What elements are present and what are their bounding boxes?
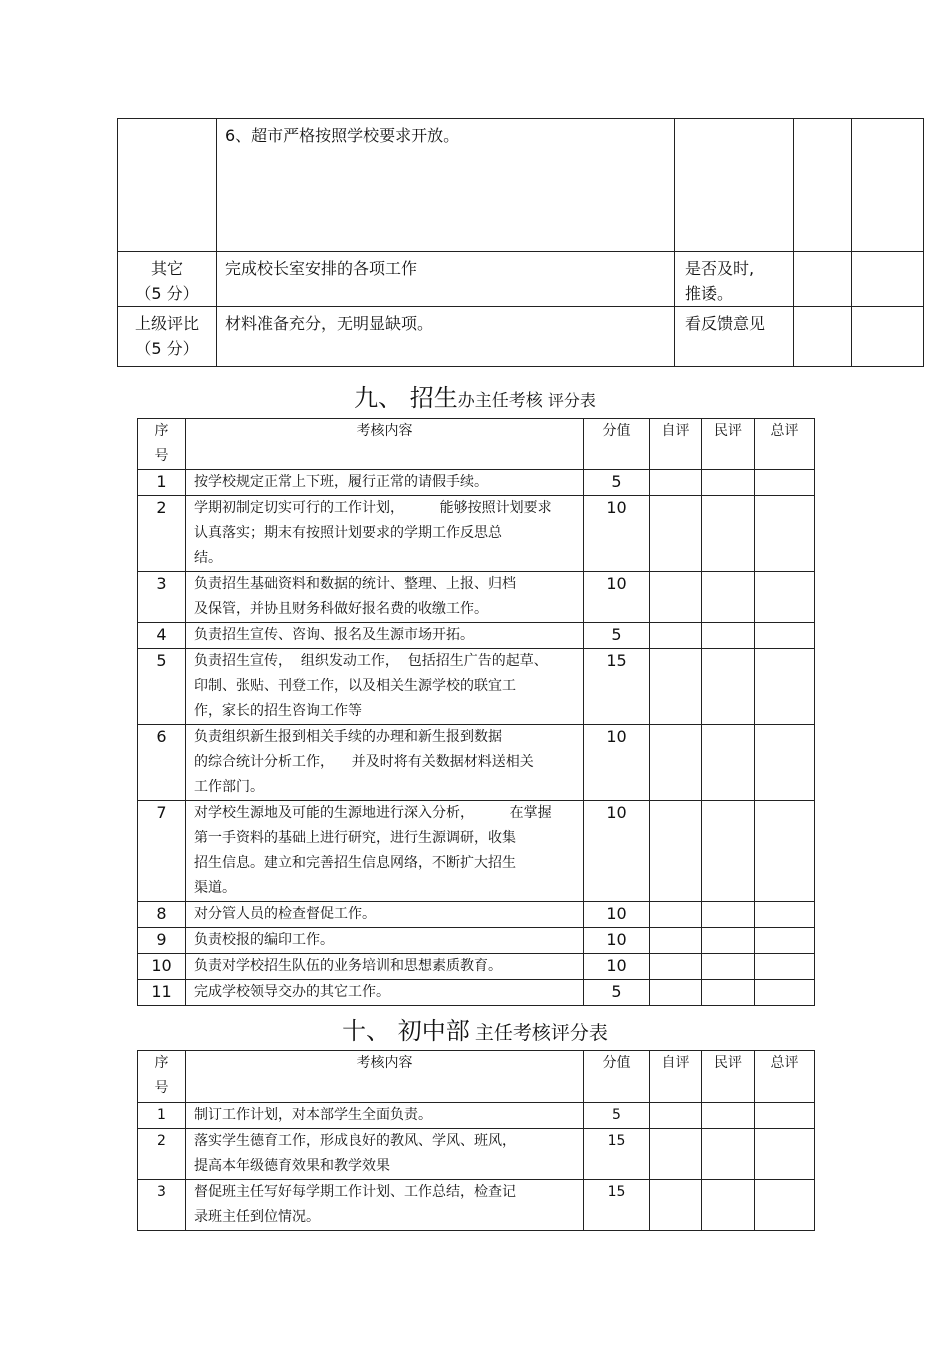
peer-cell <box>702 649 755 725</box>
row-content: 学期初制定切实可行的工作计划， 能够按照计划要求 认真落实；期末有按照计划要求的学期工作反思总 结。 <box>186 496 584 572</box>
section-title-main: 九、 招生 <box>354 384 458 412</box>
self-cell <box>650 1103 702 1129</box>
table-row <box>138 980 815 1006</box>
score-cell <box>794 252 852 307</box>
header-peer: 民评 <box>702 1051 755 1103</box>
score-cell <box>852 252 924 307</box>
row-score: 15 <box>584 1129 650 1180</box>
peer-cell <box>702 496 755 572</box>
table-row <box>138 928 815 954</box>
row-content: 落实学生德育工作，形成良好的教风、学风、班风， 提高本年级德育效果和教学效果 <box>186 1129 584 1180</box>
row-content: 按学校规定正常上下班，履行正常的请假手续。 <box>186 470 584 496</box>
peer-cell <box>702 928 755 954</box>
section-title <box>0 378 950 413</box>
total-cell <box>755 902 815 928</box>
header-self: 自评 <box>650 1051 702 1103</box>
row-seq: 9 <box>138 928 186 954</box>
row-seq: 10 <box>138 954 186 980</box>
row-content: 负责招生基础资料和数据的统计、整理、上报、归档 及保管，并协且财务科做好报名费的收缴工作。 <box>186 572 584 623</box>
row-seq: 6 <box>138 725 186 801</box>
total-cell <box>755 1180 815 1231</box>
total-cell <box>755 801 815 902</box>
self-cell <box>650 496 702 572</box>
table-row <box>138 902 815 928</box>
peer-cell <box>702 470 755 496</box>
table-row <box>138 649 815 725</box>
category-cell: 其它 （5 分） <box>118 252 217 307</box>
header-content: 考核内容 <box>186 419 584 470</box>
content-cell: 6、超市严格按照学校要求开放。 <box>217 119 675 252</box>
total-cell <box>755 1103 815 1129</box>
total-cell <box>755 572 815 623</box>
self-cell <box>650 902 702 928</box>
row-score: 10 <box>584 496 650 572</box>
peer-cell <box>702 954 755 980</box>
total-cell <box>755 496 815 572</box>
row-seq: 1 <box>138 470 186 496</box>
score-cell <box>852 119 924 252</box>
table-row <box>138 1180 815 1231</box>
row-score: 10 <box>584 572 650 623</box>
peer-cell <box>702 1180 755 1231</box>
row-seq: 1 <box>138 1103 186 1129</box>
table-header-row <box>138 1051 815 1103</box>
row-score: 15 <box>584 1180 650 1231</box>
total-cell <box>755 649 815 725</box>
row-seq: 7 <box>138 801 186 902</box>
self-cell <box>650 928 702 954</box>
score-cell <box>794 119 852 252</box>
self-cell <box>650 572 702 623</box>
total-cell <box>755 725 815 801</box>
table-row <box>138 572 815 623</box>
peer-cell <box>702 902 755 928</box>
row-score: 10 <box>584 902 650 928</box>
row-score: 10 <box>584 725 650 801</box>
row-content: 对学校生源地及可能的生源地进行深入分析， 在掌握 第一手资料的基础上进行研究，进行生源调研，收集 招生信息。建立和完善招生信息网络，不断扩大招生 渠道。 <box>186 801 584 902</box>
row-score: 10 <box>584 928 650 954</box>
peer-cell <box>702 572 755 623</box>
total-cell <box>755 980 815 1006</box>
header-self: 自评 <box>650 419 702 470</box>
standard-cell: 看反馈意见 <box>675 307 794 367</box>
table-header-row <box>138 419 815 470</box>
table-row <box>138 623 815 649</box>
self-cell <box>650 1180 702 1231</box>
header-seq: 序 号 <box>138 419 186 470</box>
content-cell: 材料准备充分，无明显缺项。 <box>217 307 675 367</box>
peer-cell <box>702 1103 755 1129</box>
peer-cell <box>702 1129 755 1180</box>
self-cell <box>650 623 702 649</box>
row-seq: 3 <box>138 572 186 623</box>
peer-cell <box>702 801 755 902</box>
row-content: 完成学校领导交办的其它工作。 <box>186 980 584 1006</box>
section-title <box>0 1011 950 1046</box>
self-cell <box>650 725 702 801</box>
table-row <box>138 725 815 801</box>
row-content: 负责组织新生报到相关手续的办理和新生报到数据 的综合统计分析工作， 并及时将有关数据材料送相关 工作部门。 <box>186 725 584 801</box>
header-total: 总评 <box>755 1051 815 1103</box>
table-row <box>118 307 924 367</box>
table-row <box>138 1129 815 1180</box>
row-content: 负责招生宣传、咨询、报名及生源市场开拓。 <box>186 623 584 649</box>
score-cell <box>794 307 852 367</box>
row-seq: 3 <box>138 1180 186 1231</box>
admissions-score-table <box>137 418 815 1006</box>
row-seq: 2 <box>138 496 186 572</box>
self-cell <box>650 1129 702 1180</box>
row-score: 15 <box>584 649 650 725</box>
row-score: 5 <box>584 470 650 496</box>
header-peer: 民评 <box>702 419 755 470</box>
row-content: 制订工作计划，对本部学生全面负责。 <box>186 1103 584 1129</box>
total-cell <box>755 623 815 649</box>
table-row <box>138 801 815 902</box>
row-score: 5 <box>584 623 650 649</box>
row-seq: 5 <box>138 649 186 725</box>
row-seq: 2 <box>138 1129 186 1180</box>
row-seq: 11 <box>138 980 186 1006</box>
self-cell <box>650 649 702 725</box>
row-content: 负责校报的编印工作。 <box>186 928 584 954</box>
section-title-tail: 主任考核评分表 <box>474 1022 608 1044</box>
row-seq: 4 <box>138 623 186 649</box>
header-score: 分值 <box>584 419 650 470</box>
self-cell <box>650 470 702 496</box>
self-cell <box>650 954 702 980</box>
row-score: 10 <box>584 801 650 902</box>
content-cell: 完成校长室安排的各项工作 <box>217 252 675 307</box>
table-row <box>138 470 815 496</box>
total-cell <box>755 1129 815 1180</box>
total-cell <box>755 928 815 954</box>
row-content: 负责招生宣传， 组织发动工作， 包括招生广告的起草、 印制、张贴、刊登工作，以及相关生源学校的联宜工 作，家长的招生咨询工作等 <box>186 649 584 725</box>
self-cell <box>650 801 702 902</box>
standard-cell <box>675 119 794 252</box>
score-cell <box>852 307 924 367</box>
table-row <box>138 954 815 980</box>
junior-high-score-table <box>137 1050 815 1231</box>
peer-cell <box>702 623 755 649</box>
row-score: 5 <box>584 980 650 1006</box>
header-total: 总评 <box>755 419 815 470</box>
row-score: 10 <box>584 954 650 980</box>
section-title-main: 十、 初中部 <box>342 1017 470 1045</box>
total-cell <box>755 470 815 496</box>
table-row <box>118 252 924 307</box>
peer-cell <box>702 725 755 801</box>
header-content: 考核内容 <box>186 1051 584 1103</box>
row-content: 负责对学校招生队伍的业务培训和思想素质教育。 <box>186 954 584 980</box>
self-cell <box>650 980 702 1006</box>
row-content: 督促班主任写好每学期工作计划、工作总结，检查记 录班主任到位情况。 <box>186 1180 584 1231</box>
prior-section-table <box>117 118 924 367</box>
section-title-tail: 评分表 <box>547 391 596 410</box>
table-row <box>138 1103 815 1129</box>
total-cell <box>755 954 815 980</box>
standard-cell: 是否及时, 推诿。 <box>675 252 794 307</box>
row-score: 5 <box>584 1103 650 1129</box>
table-row <box>118 119 924 252</box>
peer-cell <box>702 980 755 1006</box>
table-row <box>138 496 815 572</box>
row-seq: 8 <box>138 902 186 928</box>
category-cell: 上级评比 （5 分） <box>118 307 217 367</box>
category-cell <box>118 119 217 252</box>
header-score: 分值 <box>584 1051 650 1103</box>
section-title-mid: 办主任考核 <box>457 391 543 411</box>
row-content: 对分管人员的检查督促工作。 <box>186 902 584 928</box>
header-seq: 序 号 <box>138 1051 186 1103</box>
